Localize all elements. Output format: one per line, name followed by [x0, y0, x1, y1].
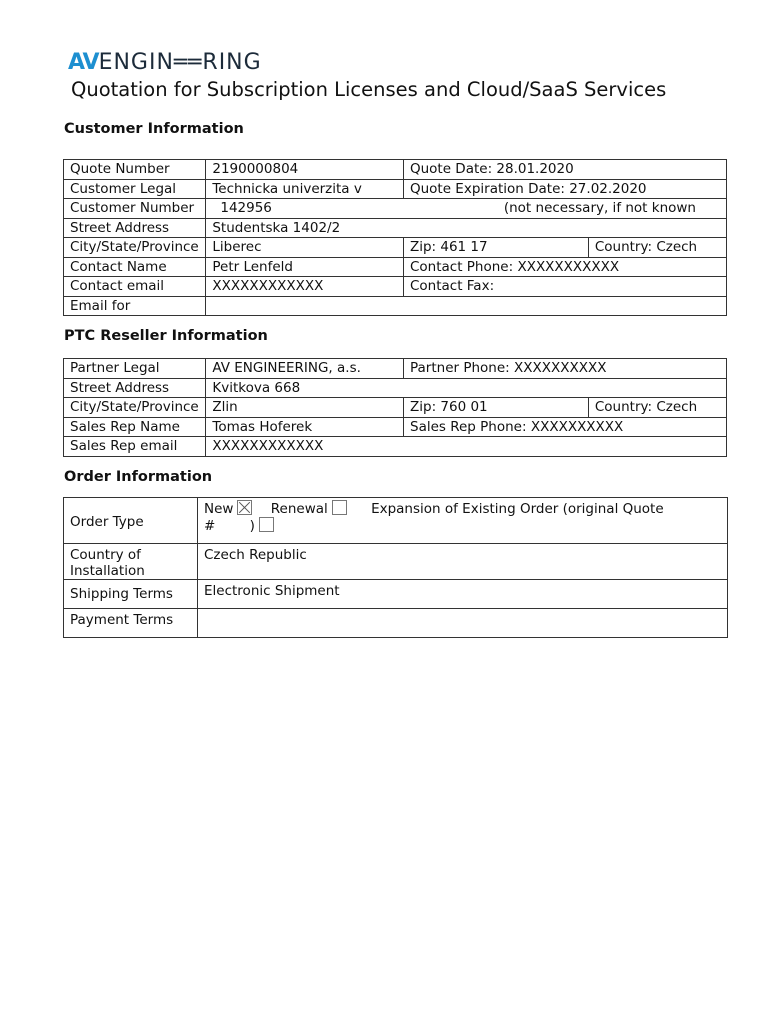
city-label: City/State/Province — [64, 238, 206, 258]
partner-phone[interactable]: Partner Phone: XXXXXXXXXX — [404, 359, 727, 379]
quote-paren: ) — [249, 518, 255, 534]
table-row — [64, 199, 727, 219]
contact-fax[interactable]: Contact Fax: — [403, 277, 726, 297]
shipping-terms-value[interactable]: Electronic Shipment — [198, 580, 728, 609]
customer-legal-label: Customer Legal — [64, 179, 206, 199]
logo-av: AV — [68, 50, 99, 75]
email-for-label: Email for — [64, 296, 206, 316]
reseller-city-value[interactable]: Zlin — [206, 398, 404, 418]
sales-rep-name-value[interactable]: Tomas Hoferek — [206, 417, 404, 437]
customer-number-note: (not necessary, if not known — [403, 199, 726, 219]
payment-terms-value[interactable] — [198, 609, 728, 638]
table-row — [64, 359, 727, 379]
customer-number-label: Customer Number — [64, 199, 206, 219]
reseller-city-label: City/State/Province — [64, 398, 206, 418]
contact-email-label: Contact email — [64, 277, 206, 297]
sales-rep-name-label: Sales Rep Name — [64, 417, 206, 437]
order-type-options — [198, 498, 728, 544]
order-table — [63, 497, 728, 638]
customer-number-value[interactable]: 142956 — [206, 199, 404, 219]
table-row — [64, 498, 728, 544]
email-for-value[interactable] — [206, 296, 727, 316]
partner-legal-value[interactable]: AV ENGINEERING, a.s. — [206, 359, 404, 379]
table-row — [64, 609, 728, 638]
table-row — [64, 257, 727, 277]
quote-number-value[interactable]: 2190000804 — [206, 160, 404, 180]
logo-engineering: ENGIN══RING — [98, 50, 262, 75]
table-row — [64, 544, 728, 580]
reseller-street-value[interactable]: Kvitkova 668 — [206, 378, 727, 398]
shipping-terms-label: Shipping Terms — [64, 580, 198, 609]
new-checkbox[interactable] — [237, 500, 252, 515]
quote-expiration-date[interactable]: Quote Expiration Date: 27.02.2020 — [403, 179, 726, 199]
street-address-label: Street Address — [64, 218, 206, 238]
company-logo — [68, 50, 262, 75]
table-row — [64, 378, 727, 398]
zip-value[interactable]: Zip: 461 17 — [403, 238, 588, 258]
payment-terms-label: Payment Terms — [64, 609, 198, 638]
table-row — [64, 218, 727, 238]
table-row — [64, 417, 727, 437]
table-row — [64, 398, 727, 418]
reseller-street-label: Street Address — [64, 378, 206, 398]
city-value[interactable]: Liberec — [206, 238, 404, 258]
reseller-table — [63, 358, 727, 457]
order-type-label: Order Type — [64, 498, 198, 544]
contact-phone[interactable]: Contact Phone: XXXXXXXXXXX — [403, 257, 726, 277]
reseller-section-heading: PTC Reseller Information — [64, 328, 268, 344]
table-row — [64, 238, 727, 258]
contact-email-value[interactable]: XXXXXXXXXXXX — [206, 277, 404, 297]
table-row — [64, 277, 727, 297]
country-of-installation-value[interactable]: Czech Republic — [198, 544, 728, 580]
sales-rep-email-label: Sales Rep email — [64, 437, 206, 457]
reseller-zip-value[interactable]: Zip: 760 01 — [404, 398, 589, 418]
customer-legal-value[interactable]: Technicka univerzita v — [206, 179, 404, 199]
customer-section-heading: Customer Information — [64, 121, 244, 137]
sales-rep-phone[interactable]: Sales Rep Phone: XXXXXXXXXX — [404, 417, 727, 437]
country-value[interactable]: Country: Czech — [588, 238, 726, 258]
customer-table — [63, 159, 727, 316]
quote-number-label: Quote Number — [64, 160, 206, 180]
partner-legal-label: Partner Legal — [64, 359, 206, 379]
sales-rep-email-value[interactable]: XXXXXXXXXXXX — [206, 437, 727, 457]
expansion-checkbox[interactable] — [259, 517, 274, 532]
order-section-heading: Order Information — [64, 469, 213, 485]
document-title: Quotation for Subscription Licenses and Cloud/SaaS Services — [71, 78, 667, 101]
quote-date[interactable]: Quote Date: 28.01.2020 — [403, 160, 726, 180]
new-option-label: New — [204, 501, 234, 517]
expansion-option-label: Expansion of Existing Order (original Quote — [371, 501, 664, 517]
street-address-value[interactable]: Studentska 1402/2 — [206, 218, 727, 238]
table-row — [64, 179, 727, 199]
renewal-option-label: Renewal — [270, 501, 328, 517]
table-row — [64, 580, 728, 609]
reseller-country-value[interactable]: Country: Czech — [588, 398, 726, 418]
table-row — [64, 437, 727, 457]
contact-name-label: Contact Name — [64, 257, 206, 277]
quote-hash-label: # — [204, 518, 216, 534]
table-row — [64, 296, 727, 316]
contact-name-value[interactable]: Petr Lenfeld — [206, 257, 404, 277]
country-of-installation-label: Country of Installation — [64, 544, 198, 580]
table-row — [64, 160, 727, 180]
renewal-checkbox[interactable] — [332, 500, 347, 515]
